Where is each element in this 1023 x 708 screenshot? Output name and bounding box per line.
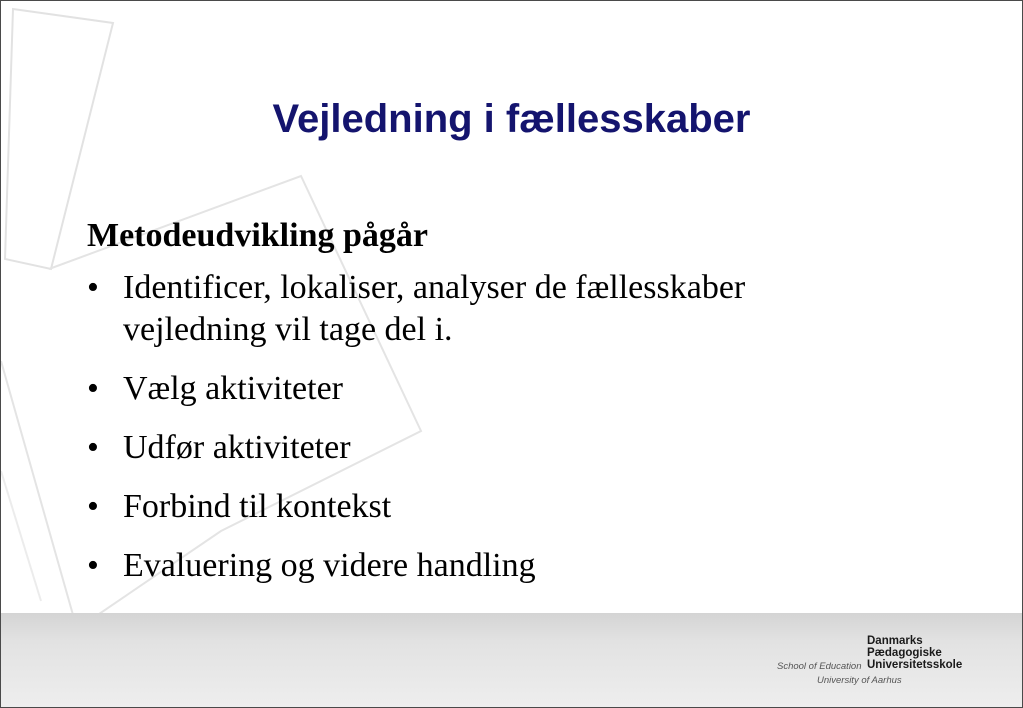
bullet-text: Udfør aktiviteter [123,429,351,466]
bullet-text: Identificer, lokaliser, analyser de fællesskaber [123,269,746,306]
slide-title: Vejledning i fællesskaber [272,97,751,141]
logo-university-text: University of Aarhus [817,675,902,686]
university-logo [771,635,971,691]
bullet-icon: • [87,370,99,407]
logo-wordmark [867,635,962,671]
logo-school-text: School of Education [777,661,862,672]
bullet-icon: • [87,429,99,466]
logo-name-line-2: Pædagogiske [867,647,942,659]
bullet-item [87,267,967,351]
bullet-item [87,368,967,410]
bullet-icon: • [87,269,99,306]
bullet-item [87,427,967,469]
bullet-text-continued: vejledning vil tage del i. [123,311,453,348]
logo-name-line-1: Danmarks [867,635,923,647]
bullet-list [87,267,967,587]
logo-name-line-3: Universitetsskole [867,659,963,671]
bullet-icon: • [87,488,99,525]
bullet-text: Evaluering og videre handling [123,547,536,584]
bullet-item [87,486,967,528]
bullet-text: Vælg aktiviteter [123,370,344,407]
slide-content [87,215,967,604]
bullet-icon: • [87,547,99,584]
bullet-item [87,545,967,587]
bullet-text: Forbind til kontekst [123,488,392,525]
subheading: Metodeudvikling pågår [87,217,428,254]
